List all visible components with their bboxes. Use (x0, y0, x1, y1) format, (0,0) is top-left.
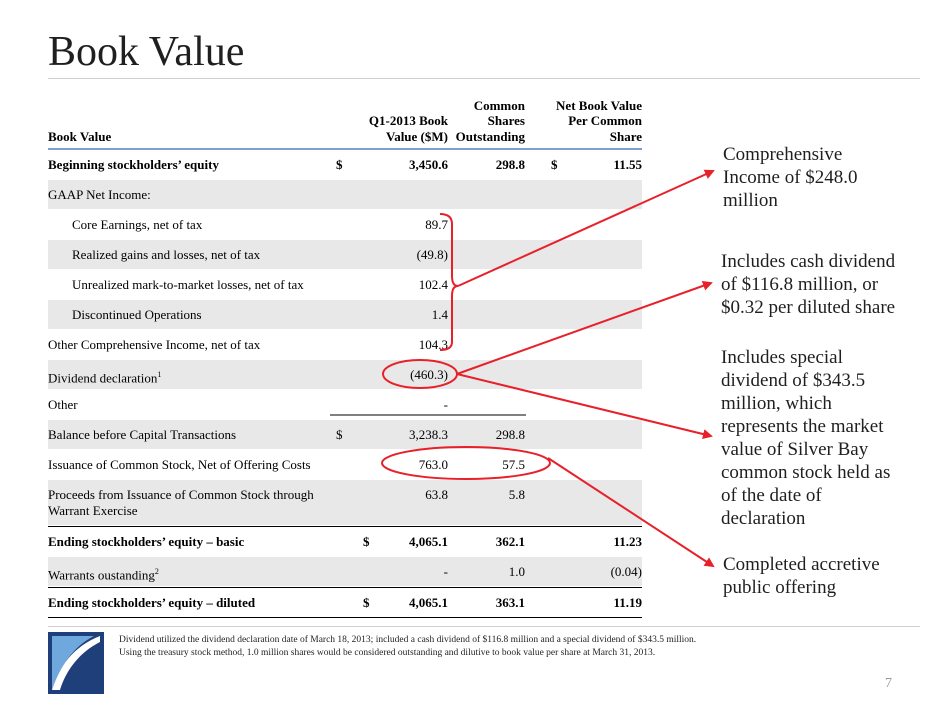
book-value-cell: 104.3 (418, 337, 448, 352)
footnote-text: Dividend utilized the dividend declaration date of March 18, 2013; included a cash dividend of $116.8 million and a special dividend of $343.5 million. (119, 635, 697, 645)
annotation-line: declaration (721, 508, 806, 529)
header-q1-line1: Q1-2013 Book (368, 113, 448, 128)
book-value-cell: 102.4 (418, 277, 448, 292)
page-title: Book Value (48, 29, 245, 75)
annotation-line: $0.32 per diluted share (721, 297, 896, 318)
book-value-cell: 1.4 (431, 307, 448, 322)
header-shares-line3: Outstanding (455, 128, 525, 144)
annotation-line: dividend of $343.5 (721, 370, 866, 391)
annotation-line: Income of $248.0 (723, 167, 858, 188)
shares-cell: 298.8 (495, 427, 525, 442)
annotation-line: public offering (723, 577, 837, 598)
arrow-offering (548, 458, 713, 566)
book-value-cell: - (443, 397, 448, 412)
header-book-value: Book Value (48, 128, 112, 144)
row-label-text: Dividend declaration (48, 370, 158, 386)
row-label: Discontinued Operations (72, 307, 202, 322)
book-value-cell: 4,065.1 (409, 534, 448, 549)
shares-cell: 362.1 (495, 534, 525, 549)
shares-cell: 1.0 (508, 564, 525, 579)
arrow-special-dividend (457, 374, 711, 436)
income-bracket (440, 214, 458, 350)
row-label: Ending stockholders’ equity – diluted (48, 595, 256, 610)
annotation-line: common stock held as (721, 462, 891, 483)
annotation-line: million, which (721, 393, 832, 414)
row-label: Unrealized mark-to-market losses, net of tax (72, 277, 304, 292)
annotation-line: represents the market (721, 416, 884, 437)
annotation-line: Includes cash dividend (721, 251, 896, 272)
footnote-2 (119, 648, 655, 658)
row-label: Beginning stockholders’ equity (48, 157, 219, 172)
footnote-marker: 1 (157, 370, 162, 379)
row-label: Issuance of Common Stock, Net of Offering Costs (48, 457, 311, 472)
footer-divider (48, 626, 920, 627)
per-share-cell: 11.19 (613, 595, 642, 610)
row-label: Proceeds from Issuance of Common Stock through Warrant Exercise (48, 487, 314, 518)
company-logo-icon (48, 632, 104, 694)
book-value-cell: 4,065.1 (409, 595, 448, 610)
book-value-cell: - (443, 564, 448, 579)
annotation-line: of $116.8 million, or (721, 274, 879, 295)
per-share-cell: (0.04) (610, 564, 642, 579)
footnote-1 (119, 635, 696, 645)
row-label: Other (48, 397, 78, 412)
row-label: Realized gains and losses, net of tax (72, 247, 261, 262)
per-share-cell: 11.55 (613, 157, 642, 172)
dollar-sign: $ (336, 157, 343, 172)
arrow-comprehensive (458, 171, 713, 286)
header-nbv-line3: Share (609, 128, 642, 144)
annotation-line: million (723, 190, 778, 211)
row-label-text: Warrants oustanding (48, 567, 155, 583)
row-label: GAAP Net Income: (48, 187, 151, 202)
per-share-cell: 11.23 (613, 534, 642, 549)
dividend-ellipse (383, 360, 457, 388)
shares-cell: 363.1 (495, 595, 525, 610)
dollar-sign: $ (363, 595, 370, 610)
dollar-sign: $ (551, 157, 558, 172)
book-value-cell: 763.0 (418, 457, 448, 472)
annotation-line: value of Silver Bay (721, 439, 869, 460)
row-label: Other Comprehensive Income, net of tax (48, 337, 261, 352)
header-nbv-line1: Net Book Value (556, 97, 642, 113)
book-value-cell: 63.8 (425, 487, 448, 502)
annotation-line: Comprehensive (723, 144, 843, 165)
book-value-cell: 89.7 (425, 217, 448, 232)
row-label: Core Earnings, net of tax (72, 217, 203, 232)
dollar-sign: $ (363, 534, 370, 549)
shares-cell: 298.8 (495, 157, 525, 172)
shares-cell: 57.5 (502, 457, 525, 472)
arrow-cash-dividend (457, 283, 711, 374)
annotation-line: Completed accretive (723, 554, 880, 575)
dollar-sign: $ (336, 427, 343, 442)
header-nbv-line2: Per Common (568, 113, 642, 128)
footnote-marker: 2 (154, 567, 159, 576)
header-shares-line2: Shares (487, 113, 525, 128)
offering-ellipse (382, 447, 550, 479)
shares-cell: 5.8 (508, 487, 525, 502)
header-shares-line1: Common (473, 97, 525, 113)
row-label: Ending stockholders’ equity – basic (48, 534, 245, 549)
book-value-cell: (460.3) (410, 367, 448, 382)
annotation-line: Includes special (721, 347, 843, 368)
annotation-line: of the date of (721, 485, 822, 506)
book-value-cell: 3,238.3 (409, 427, 448, 442)
book-value-cell: (49.8) (416, 247, 448, 262)
page-number: 7 (885, 676, 892, 691)
footnote-text: Using the treasury stock method, 1.0 million shares would be considered outstanding and dilutive to book value per share at March 31, 2013. (119, 648, 656, 658)
header-q1-line2: Value ($M) (386, 128, 448, 144)
row-label: Balance before Capital Transactions (48, 427, 237, 442)
book-value-cell: 3,450.6 (409, 157, 448, 172)
